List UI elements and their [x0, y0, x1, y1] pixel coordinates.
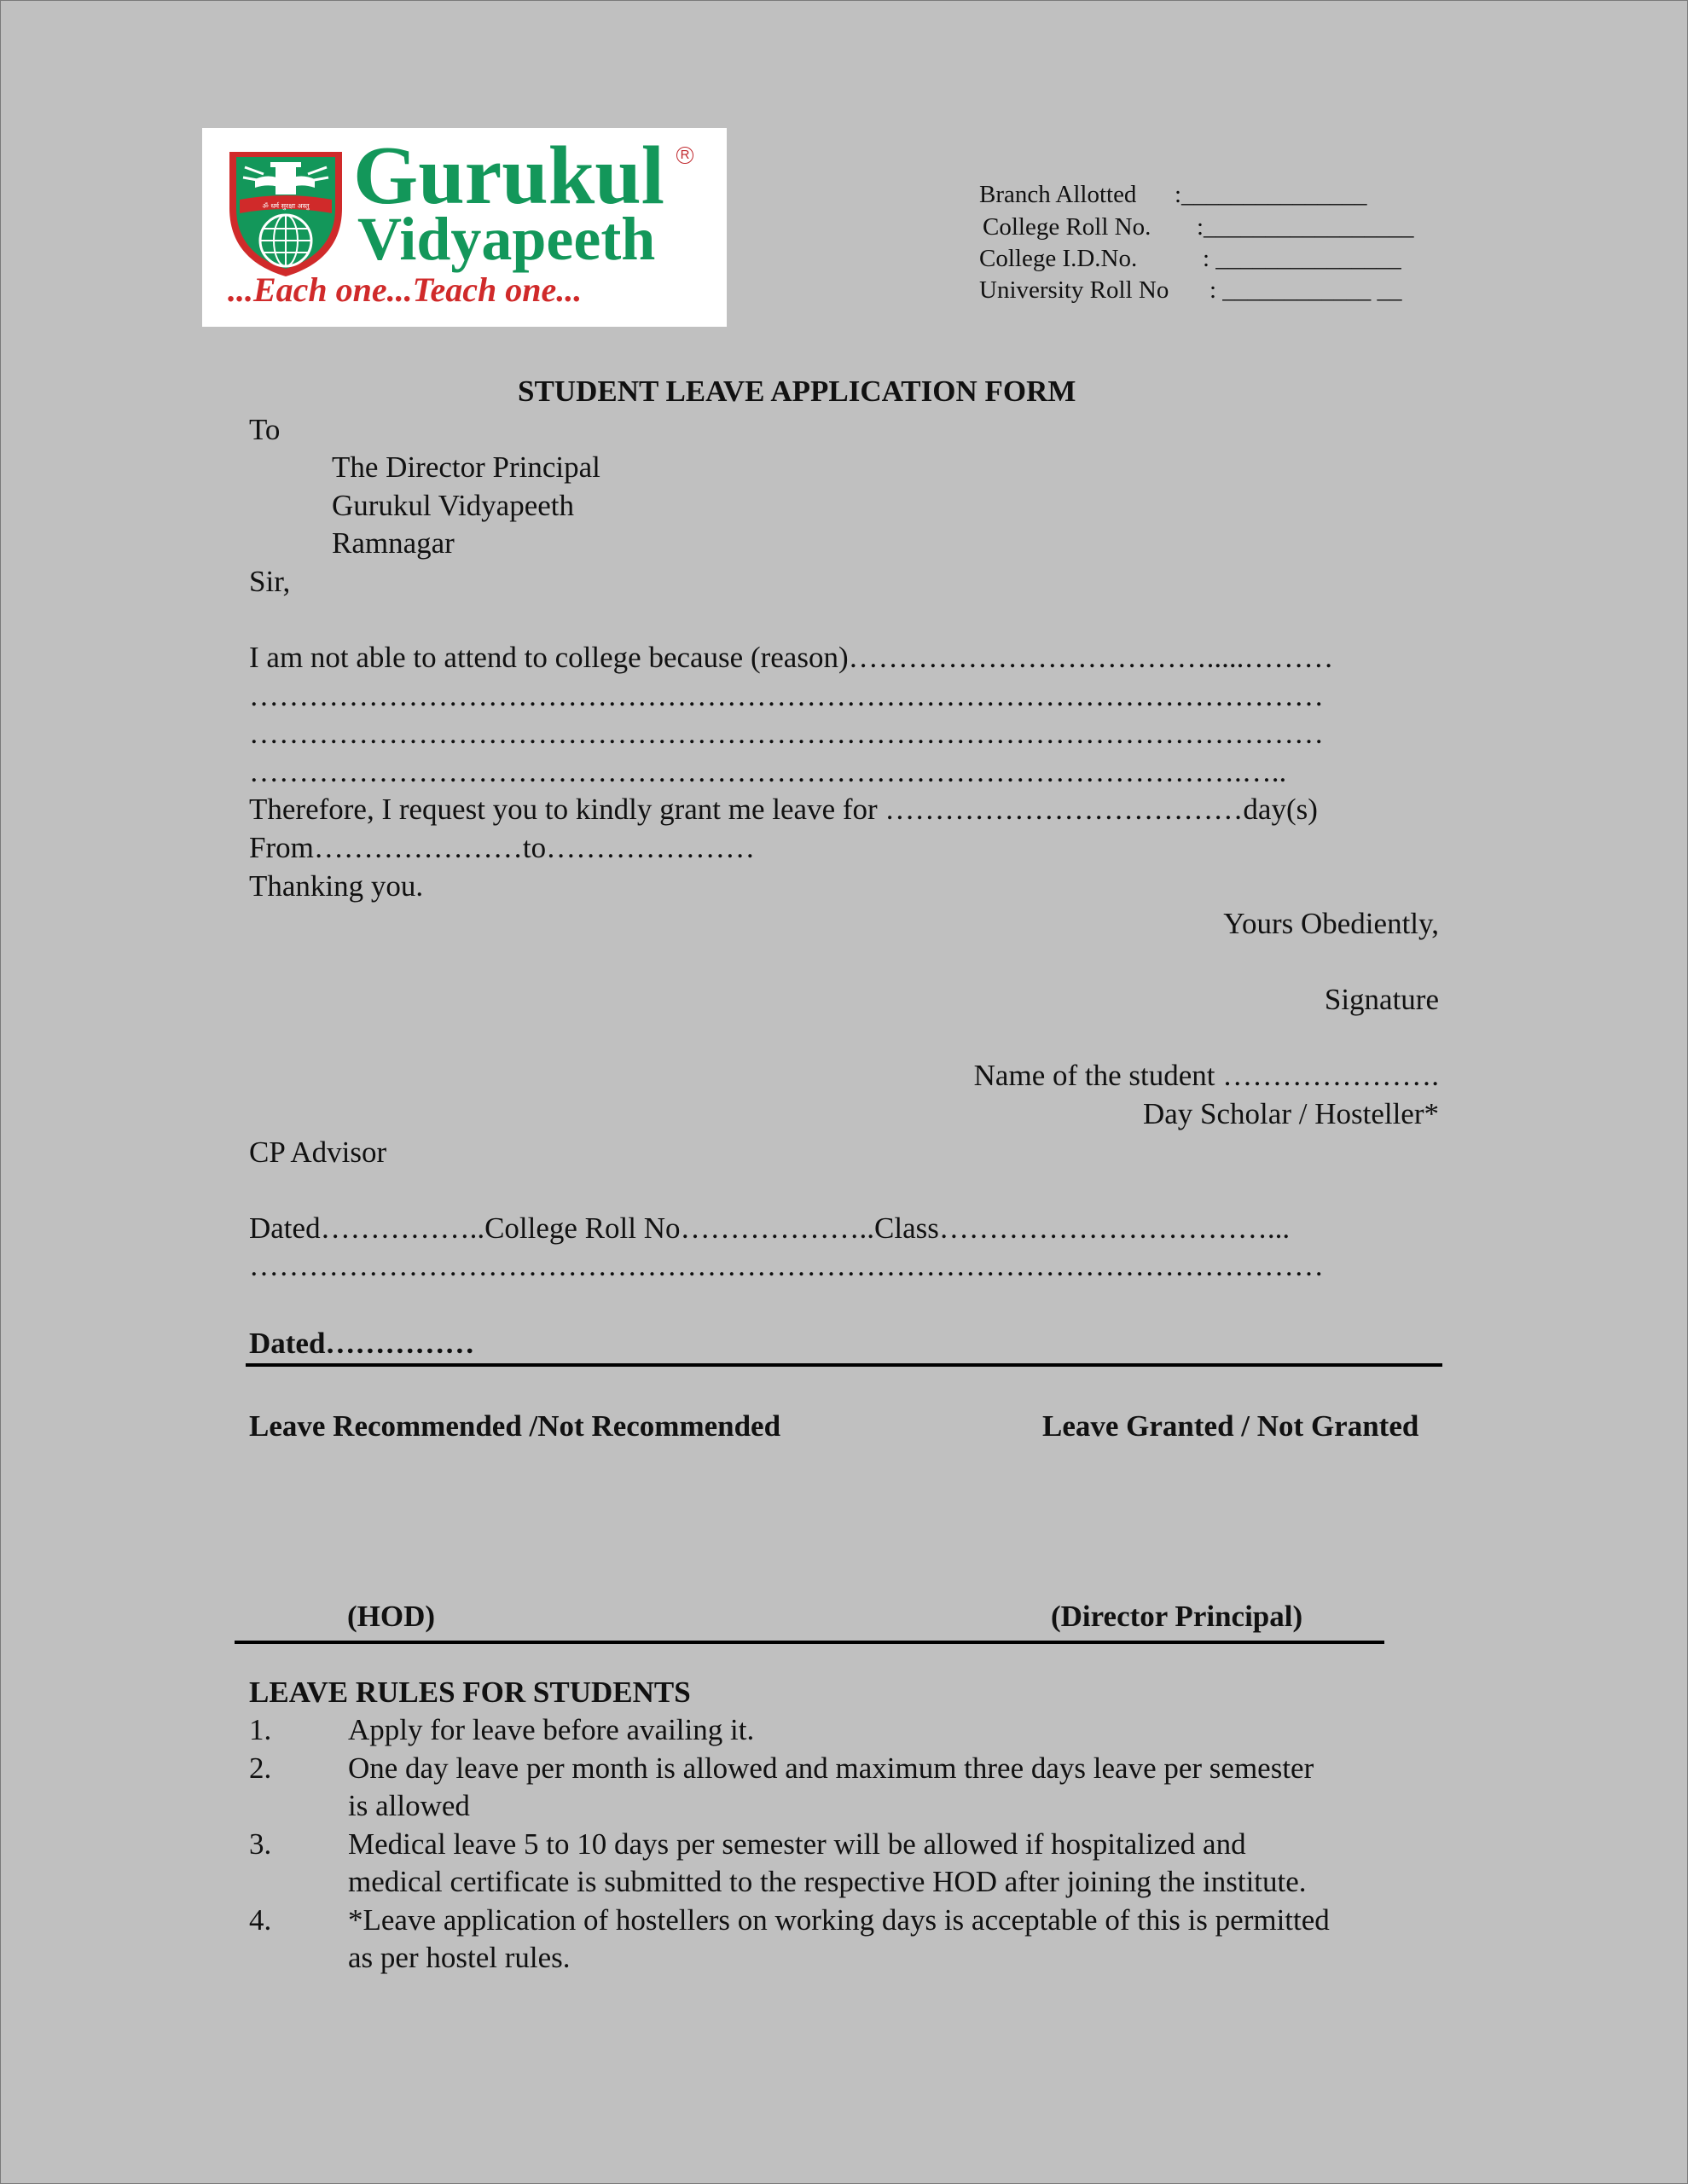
rule-number: 4.	[249, 1903, 272, 1937]
rule-text: as per hostel rules.	[348, 1941, 571, 1974]
signature-label[interactable]: Signature	[1324, 983, 1439, 1016]
rule-number: 1.	[249, 1713, 272, 1746]
salutation: Sir,	[249, 565, 291, 598]
thanking-you: Thanking you.	[249, 869, 424, 903]
college-roll-label: College Roll No.	[983, 213, 1151, 241]
reason-blank-line-1[interactable]: ………………………………………………………………………………………………	[249, 679, 1324, 712]
rule-text: is allowed	[348, 1789, 470, 1822]
from-to-line[interactable]: From…………………to…………………	[249, 831, 756, 864]
cp-advisor-label: CP Advisor	[249, 1136, 387, 1169]
form-title: STUDENT LEAVE APPLICATION FORM	[518, 375, 1076, 408]
leave-days-line[interactable]: Therefore, I request you to kindly grant me leave for ………………………………day(s)	[249, 793, 1318, 826]
addressee-line-2: Gurukul Vidyapeeth	[332, 489, 574, 522]
reason-blank-line-3[interactable]: ……………………………………………………………………………………….…..	[249, 755, 1287, 788]
registered-mark-icon: R	[676, 147, 693, 164]
letter-to: To	[249, 413, 281, 446]
rule-text: Medical leave 5 to 10 days per semester will be allowed if hospitalized and	[348, 1827, 1246, 1861]
college-logo	[202, 128, 727, 327]
addressee-line-1: The Director Principal	[332, 450, 600, 484]
scholar-type-option[interactable]: Day Scholar / Hosteller*	[1143, 1097, 1439, 1130]
rule-text: medical certificate is submitted to the respective HOD after joining the institute.	[348, 1865, 1307, 1898]
logo-name-vidyapeeth: Vidyapeeth	[357, 205, 656, 273]
logo-tagline: ...Each one...Teach one...	[228, 270, 583, 309]
college-id-field[interactable]: : _______________	[1203, 245, 1401, 272]
college-id-label: College I.D.No.	[979, 245, 1138, 272]
section-divider-2	[235, 1641, 1384, 1644]
advisor-dated[interactable]: Dated……………	[249, 1327, 475, 1360]
addressee-line-3: Ramnagar	[332, 526, 455, 560]
reason-blank-line-2[interactable]: ………………………………………………………………………………………………	[249, 717, 1324, 750]
college-emblem-icon	[226, 148, 345, 278]
leave-granted-label: Leave Granted / Not Granted	[1042, 1409, 1419, 1443]
university-roll-field[interactable]: : ____________ __	[1209, 276, 1402, 304]
leave-recommended-label: Leave Recommended /Not Recommended	[249, 1409, 781, 1443]
emblem-banner-text: ॐ धर्म सुरक्षा अस्तु	[262, 202, 310, 210]
advisor-blank-line[interactable]: ………………………………………………………………………………………………	[249, 1249, 1324, 1282]
leave-rules-title: LEAVE RULES FOR STUDENTS	[249, 1676, 691, 1709]
advisor-dated-line[interactable]: Dated……………..College Roll No………………..Class……………………………...	[249, 1211, 1291, 1245]
branch-allotted-field[interactable]: :_______________	[1175, 181, 1367, 208]
rule-text: One day leave per month is allowed and maximum three days leave per semester	[348, 1751, 1314, 1785]
director-signature-label: (Director Principal)	[1051, 1600, 1303, 1633]
hod-signature-label: (HOD)	[347, 1600, 436, 1633]
rule-number: 3.	[249, 1827, 272, 1861]
rule-text: Apply for leave before availing it.	[348, 1713, 755, 1746]
rule-text: *Leave application of hostellers on working days is acceptable of this is permitted	[348, 1903, 1330, 1937]
rule-number: 2.	[249, 1751, 272, 1785]
student-name-field[interactable]: Name of the student ………………….	[973, 1059, 1439, 1092]
logo-name-gurukul: Gurukul	[353, 130, 664, 222]
college-roll-field[interactable]: :_________________	[1197, 213, 1414, 241]
university-roll-label: University Roll No	[979, 276, 1169, 304]
reason-line[interactable]: I am not able to attend to college because (reason)……………………………….....………	[249, 641, 1334, 674]
branch-allotted-label: Branch Allotted	[979, 181, 1137, 208]
yours-obediently: Yours Obediently,	[1223, 907, 1439, 940]
section-divider-1	[246, 1363, 1442, 1367]
